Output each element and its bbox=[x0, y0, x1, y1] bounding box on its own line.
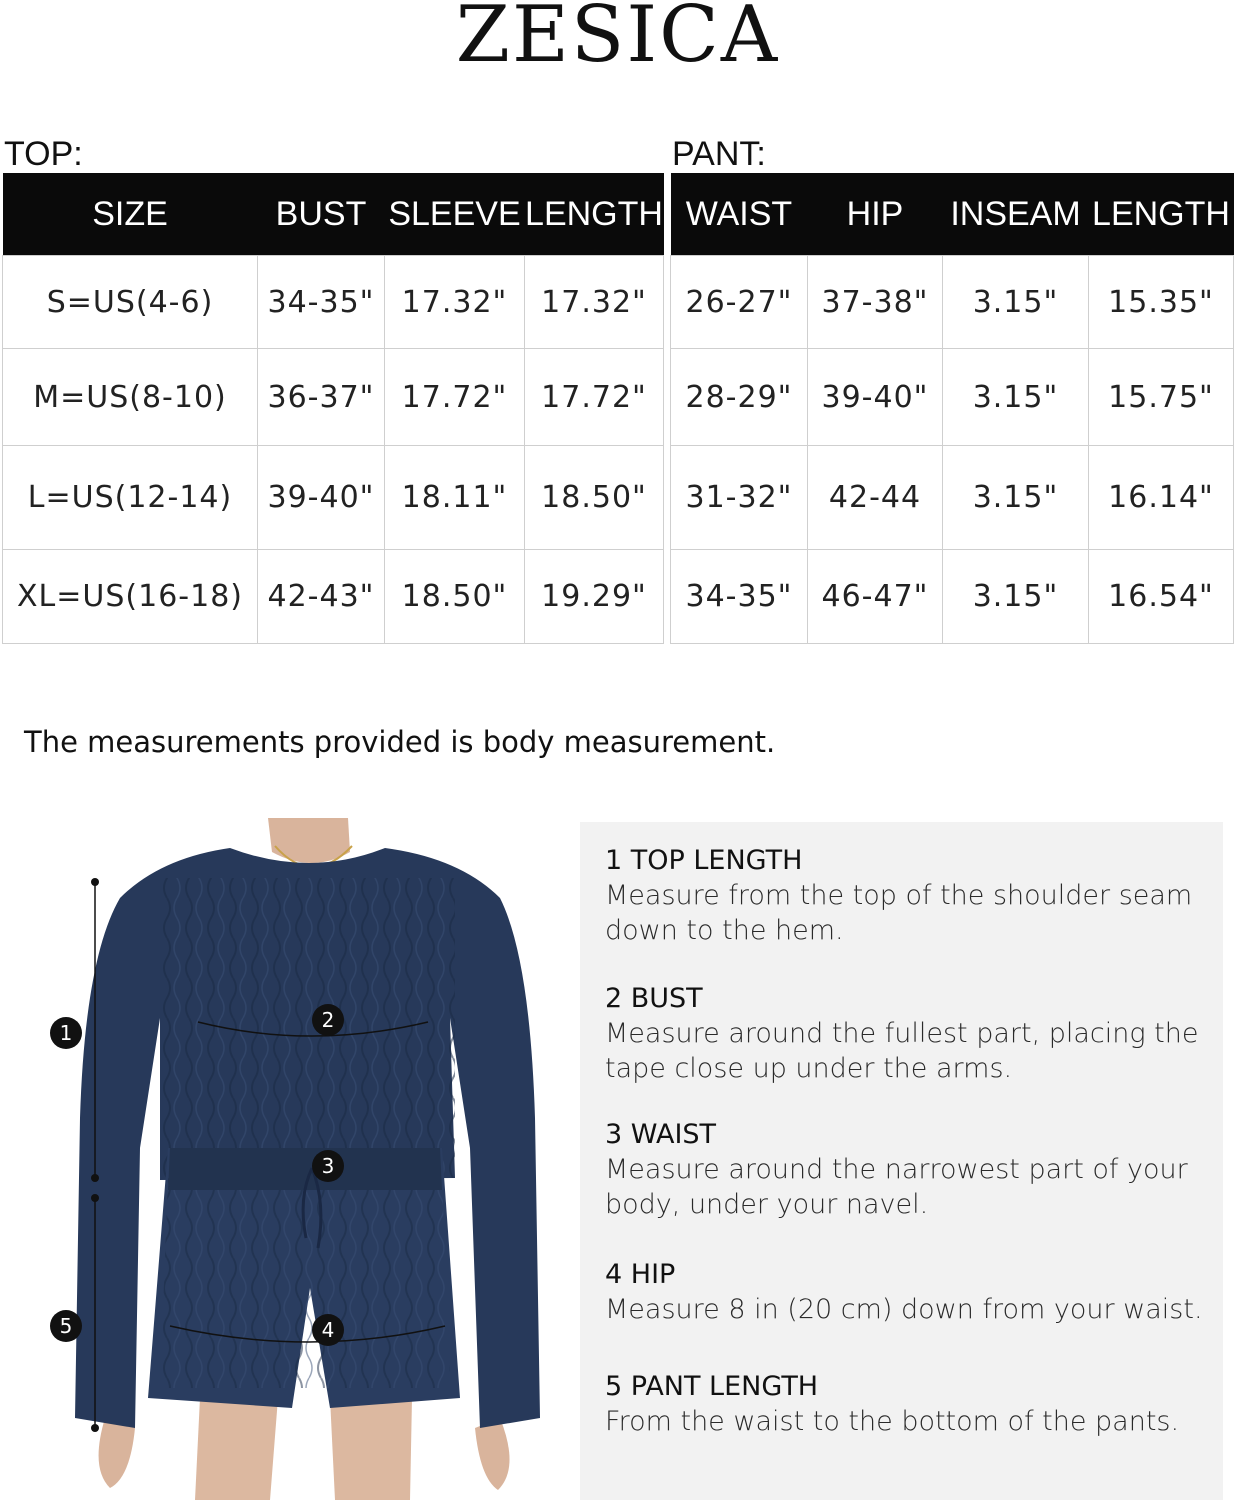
sweater-cable-knit bbox=[160, 878, 455, 1178]
table-row bbox=[3, 446, 664, 550]
top-length-start-dot bbox=[91, 878, 99, 886]
table-row bbox=[3, 349, 664, 446]
neck-skin bbox=[268, 818, 350, 863]
pant-header-row bbox=[671, 173, 1234, 256]
inseam-cell: 3.15" bbox=[943, 256, 1089, 349]
size-cell: XL=US(16-18) bbox=[3, 550, 258, 644]
guide-title: 3 WAIST bbox=[605, 1119, 717, 1150]
top-header-sleeve: SLEEVE bbox=[385, 173, 525, 256]
table-row bbox=[671, 550, 1234, 644]
table-row bbox=[3, 256, 664, 349]
left-leg bbox=[195, 1398, 278, 1500]
table-row bbox=[671, 349, 1234, 446]
guide-item-top-length bbox=[605, 844, 1215, 948]
sleeve-cell: 18.11" bbox=[385, 446, 525, 550]
marker-4 bbox=[312, 1314, 344, 1346]
size-cell: L=US(12-14) bbox=[3, 446, 258, 550]
length-cell: 15.75" bbox=[1089, 349, 1234, 446]
marker-5 bbox=[50, 1310, 82, 1342]
guide-desc: Measure around the narrowest part of your body, under your navel. bbox=[605, 1154, 1188, 1220]
table-row bbox=[671, 446, 1234, 550]
pant-length-end-dot bbox=[91, 1424, 99, 1432]
sleeve-cell: 17.32" bbox=[385, 256, 525, 349]
guide-item-waist bbox=[605, 1118, 1215, 1222]
shorts-cable-knit bbox=[160, 1178, 450, 1388]
inseam-cell: 3.15" bbox=[943, 550, 1089, 644]
marker-4-label: 4 bbox=[321, 1318, 335, 1342]
right-leg bbox=[330, 1398, 412, 1500]
inseam-cell: 3.15" bbox=[943, 349, 1089, 446]
pant-header-waist: WAIST bbox=[671, 173, 808, 256]
hip-cell: 42-44 bbox=[808, 446, 943, 550]
hip-cell: 37-38" bbox=[808, 256, 943, 349]
brand-logo: ZESICA bbox=[455, 0, 780, 80]
pant-header-length: LENGTH bbox=[1089, 173, 1234, 256]
table-row bbox=[3, 550, 664, 644]
marker-2 bbox=[312, 1004, 344, 1036]
length-cell: 17.72" bbox=[525, 349, 664, 446]
marker-1 bbox=[50, 1017, 82, 1049]
top-size-table bbox=[2, 173, 664, 644]
top-header-bust: BUST bbox=[258, 173, 385, 256]
size-cell: M=US(8-10) bbox=[3, 349, 258, 446]
left-hand bbox=[99, 1418, 135, 1488]
waist-cell: 34-35" bbox=[671, 550, 808, 644]
pant-length-start-dot bbox=[91, 1194, 99, 1202]
guide-desc: Measure around the fullest part, placing the tape close up under the arms. bbox=[605, 1018, 1199, 1084]
marker-1-label: 1 bbox=[59, 1021, 73, 1045]
length-cell: 16.54" bbox=[1089, 550, 1234, 644]
guide-desc: Measure from the top of the shoulder seam down to the hem. bbox=[605, 880, 1193, 946]
length-cell: 16.14" bbox=[1089, 446, 1234, 550]
guide-title: 2 BUST bbox=[605, 983, 703, 1014]
pant-label: PANT: bbox=[672, 135, 766, 173]
right-hand bbox=[475, 1418, 510, 1490]
pant-header-hip: HIP bbox=[808, 173, 943, 256]
hip-cell: 39-40" bbox=[808, 349, 943, 446]
guide-item-pant-length bbox=[605, 1370, 1215, 1439]
marker-5-label: 5 bbox=[59, 1314, 73, 1338]
hip-cell: 46-47" bbox=[808, 550, 943, 644]
inseam-cell: 3.15" bbox=[943, 446, 1089, 550]
guide-desc: Measure 8 in (20 cm) down from your waist. bbox=[605, 1294, 1203, 1325]
bust-cell: 34-35" bbox=[258, 256, 385, 349]
guide-title: 1 TOP LENGTH bbox=[605, 845, 803, 876]
guide-title: 5 PANT LENGTH bbox=[605, 1371, 819, 1402]
measurement-note: The measurements provided is body measurement. bbox=[24, 725, 776, 759]
guide-desc: From the waist to the bottom of the pants. bbox=[605, 1406, 1180, 1437]
bust-cell: 36-37" bbox=[258, 349, 385, 446]
bust-cell: 42-43" bbox=[258, 550, 385, 644]
guide-title: 4 HIP bbox=[605, 1259, 676, 1290]
top-header-size: SIZE bbox=[3, 173, 258, 256]
length-cell: 18.50" bbox=[525, 446, 664, 550]
waist-cell: 28-29" bbox=[671, 349, 808, 446]
marker-3 bbox=[312, 1150, 344, 1182]
marker-3-label: 3 bbox=[321, 1154, 335, 1178]
size-cell: S=US(4-6) bbox=[3, 256, 258, 349]
marker-2-label: 2 bbox=[321, 1008, 335, 1032]
table-row bbox=[671, 256, 1234, 349]
length-cell: 17.32" bbox=[525, 256, 664, 349]
waist-cell: 31-32" bbox=[671, 446, 808, 550]
bust-cell: 39-40" bbox=[258, 446, 385, 550]
length-cell: 15.35" bbox=[1089, 256, 1234, 349]
top-header-row bbox=[3, 173, 664, 256]
pant-size-table bbox=[670, 173, 1234, 644]
sleeve-cell: 17.72" bbox=[385, 349, 525, 446]
guide-item-bust bbox=[605, 982, 1215, 1086]
top-header-length: LENGTH bbox=[525, 173, 664, 256]
waist-cell: 26-27" bbox=[671, 256, 808, 349]
top-length-end-dot bbox=[91, 1174, 99, 1182]
sleeve-cell: 18.50" bbox=[385, 550, 525, 644]
pant-header-inseam: INSEAM bbox=[943, 173, 1089, 256]
measurement-guide-panel bbox=[580, 822, 1223, 1500]
length-cell: 19.29" bbox=[525, 550, 664, 644]
guide-item-hip bbox=[605, 1258, 1215, 1327]
outfit-diagram bbox=[30, 818, 580, 1500]
top-label: TOP: bbox=[4, 135, 83, 173]
